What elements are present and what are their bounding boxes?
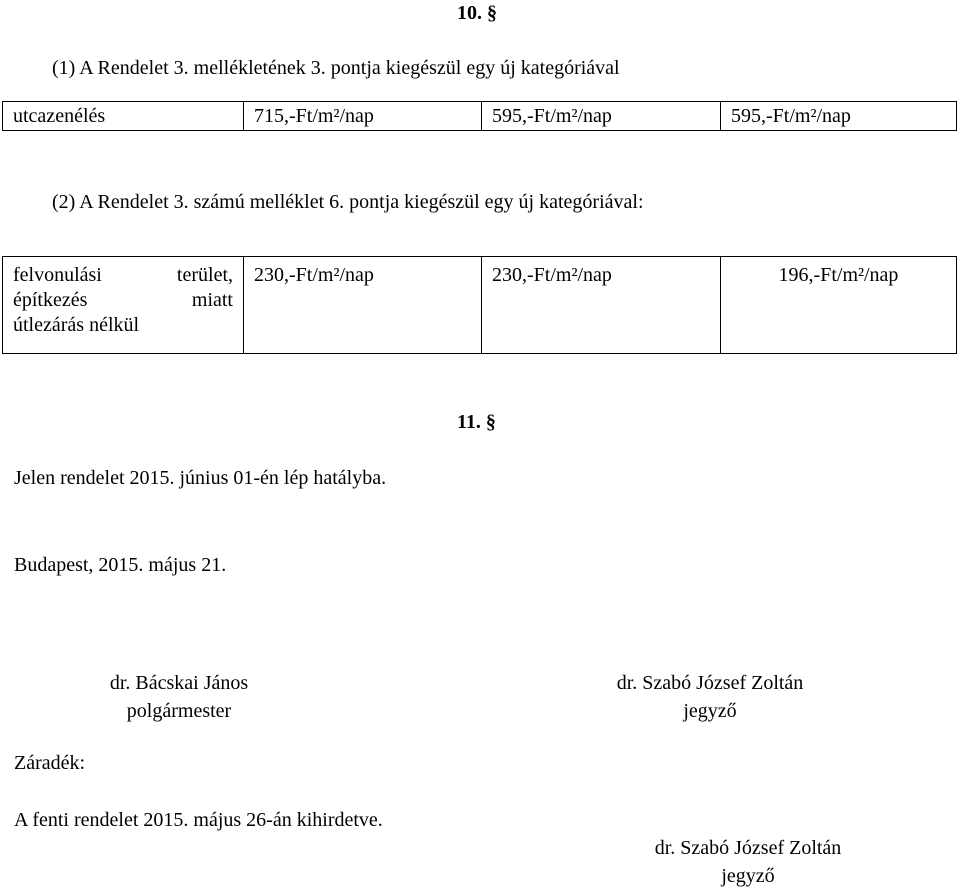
clause-signature [623, 834, 873, 890]
section-10-heading: 10. § [457, 2, 497, 24]
clause-text: A fenti rendelet 2015. május 26-án kihirdetve. [14, 809, 383, 831]
category-line: felvonulási terület, [13, 264, 233, 286]
table-cell-value: 595,-Ft/m²/nap [721, 102, 957, 131]
table-cell-value: 715,-Ft/m²/nap [244, 102, 482, 131]
paragraph-1: (1) A Rendelet 3. mellékletének 3. pontja kiegészül egy új kategóriával [52, 57, 620, 79]
section-11-heading: 11. § [457, 411, 496, 433]
fee-table-1 [2, 101, 957, 131]
clause-signer-title: jegyző [721, 865, 775, 887]
clause-signer-name: dr. Szabó József Zoltán [654, 837, 842, 859]
notary-name: dr. Szabó József Zoltán [616, 672, 804, 694]
category-line: útlezárás nélkül [13, 314, 140, 336]
table-cell-category: utcazenélés [3, 102, 244, 131]
table-cell-category [3, 257, 244, 354]
clause-label: Záradék: [14, 752, 86, 774]
paragraph-2: (2) A Rendelet 3. számú melléklet 6. pontja kiegészül egy új kategóriával: [52, 191, 644, 213]
place-date-text: Budapest, 2015. május 21. [14, 554, 227, 576]
table-row [3, 102, 957, 131]
mayor-title: polgármester [126, 700, 232, 722]
mayor-signature [64, 669, 294, 725]
table-row [3, 257, 957, 354]
table-cell-value: 230,-Ft/m²/nap [482, 257, 721, 354]
category-line: építkezés miatt [13, 289, 233, 311]
fee-table-2 [2, 256, 957, 354]
notary-signature [585, 669, 835, 725]
table-cell-value: 595,-Ft/m²/nap [482, 102, 721, 131]
notary-title: jegyző [683, 700, 737, 722]
effective-date-text: Jelen rendelet 2015. június 01-én lép hatályba. [14, 467, 387, 489]
table-cell-value: 196,-Ft/m²/nap [721, 257, 957, 354]
mayor-name: dr. Bácskai János [109, 672, 249, 694]
table-cell-value: 230,-Ft/m²/nap [244, 257, 482, 354]
